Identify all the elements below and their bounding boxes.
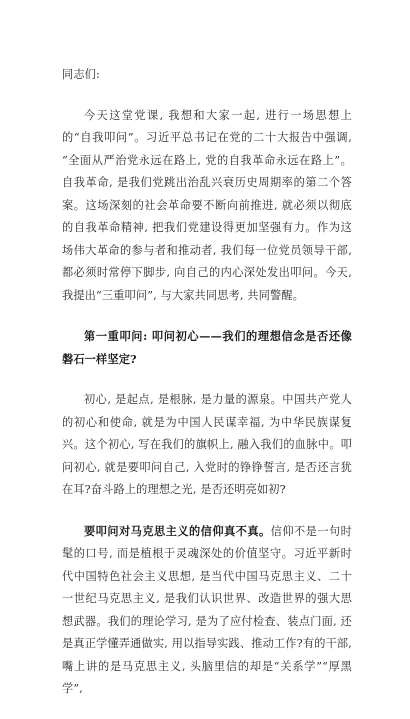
body-paragraph: [62, 520, 352, 701]
paragraph-text: 初心, 是起点, 是根脉, 是力量的源泉。中国共产党人的初心和使命, 就是为中国人民谋幸福, 为中华民族谋复兴。这个初心, 写在我们的旗帜上, 融入我们的血脉中。叩问初心, 就是要叩问自己, 入党时的铮铮誓言, 是否还言犹在耳?奋斗路上的理想之光, 是否还明亮如初?: [62, 393, 352, 496]
body-paragraph: [62, 388, 352, 502]
paragraph-lead: 要叩问对马克思主义的信仰真不真。: [84, 523, 271, 538]
paragraph-text: 信仰不是一句时髦的口号, 而是植根于灵魂深处的价值坚守。习近平新时代中国特色社会主义思想, 是当代中国马克思主义、二十一世纪马克思主义, 是我们认识世界、改造世界的强大思想武器。我们的理论学习, 是为了应付检查、装点门面, 还是真正学懂弄通做实, 用以指导实践、推动工作?有的干部, 嘴上讲的是马克思主义, 头脑里信的却是“关系学”“厚黑学”,: [62, 524, 352, 695]
document-body: [62, 64, 352, 719]
salutation: 同志们:: [62, 68, 100, 81]
section-heading: 第一重叩问: 叩问初心——我们的理想信念是否还像磐石一样坚定?: [62, 329, 352, 366]
intro-paragraph: 今天这堂党课, 我想和大家一起, 进行一场思想上的“自我叩问”。习近平总书记在党的二十大报告中强调, “全面从严治党永远在路上, 党的自我革命永远在路上”。自我革命, 是我们党跳出治乱兴衰历史周期率的第二个答案。这场深刻的社会革命要不断向前推进, 就必须以彻底的自我革命精神, 把我们党建设得更加坚强有力。作为这场伟大革命的参与者和推动者, 我们每一位党员领导干部, 都必须时常停下脚步, 向自己的内心深处发出叩问。今天, 我提出“三重叩问”, 与大家共同思考, 共同警醒。: [62, 108, 352, 302]
